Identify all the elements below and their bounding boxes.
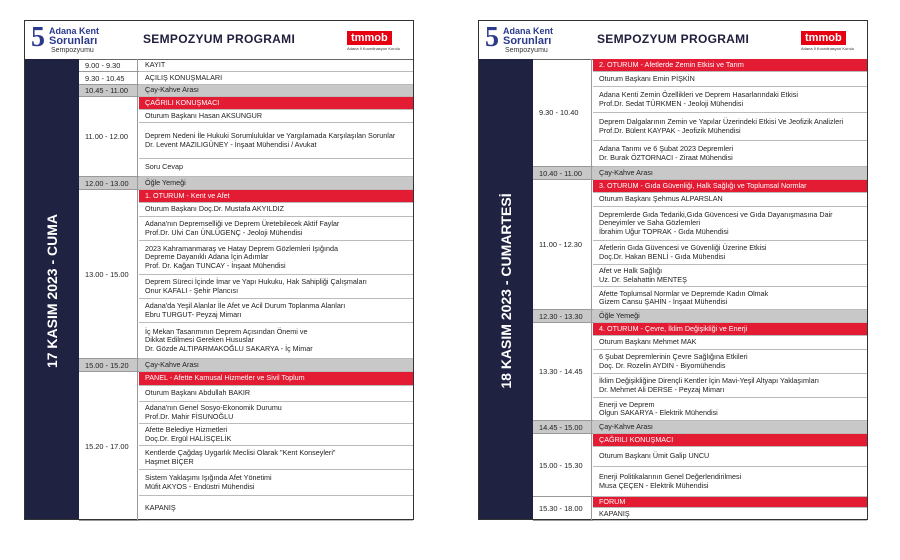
talk-item: 2023 Kahramanmaraş ve Hatay Deprem Gözlemleri Işığında Depreme Dayanıklı Adana İçin Adımlar Prof. Dr. Kağan TUNCAY - İnşaat Mühendisi bbox=[145, 244, 338, 270]
talk-item: Adana Tarımı ve 6 Şubat 2023 Depremleri Dr. Burak ÖZTORNACI - Ziraat Mühendisi bbox=[599, 144, 734, 162]
talk-item: Adana'nın Genel Sosyo-Ekonomik Durumu Prof.Dr. Mahir FİSUNOĞLU bbox=[145, 403, 282, 421]
schedule-row-break bbox=[79, 85, 413, 97]
time-slot: 9.30 - 10.45 bbox=[79, 72, 138, 84]
time-slot: 12.00 - 13.00 bbox=[79, 177, 138, 189]
schedule-row-break bbox=[533, 310, 867, 323]
tmmob-badge: tmmob bbox=[801, 31, 846, 45]
logo-line3: Sempozyumu bbox=[51, 47, 94, 54]
talk-item: 6 Şubat Depremlerinin Çevre Sağlığına Etkileri Doç. Dr. Rozelin AYDIN - Biyomühendis bbox=[599, 352, 748, 370]
talk-item: Afetlerin Gıda Güvencesi ve Güvenliği Üzerine Etkisi Doç.Dr. Hakan BENLİ - Gıda Mühendisi bbox=[599, 243, 767, 261]
time-slot: 10.45 - 11.00 bbox=[79, 85, 138, 96]
tmmob-badge: tmmob bbox=[347, 31, 392, 45]
time-slot: 12.30 - 13.30 bbox=[533, 310, 592, 322]
closing-item: KAPANIŞ bbox=[139, 496, 413, 521]
closing-item: KAPANIŞ bbox=[593, 508, 867, 521]
talk-item: Afette Belediye Hizmetleri Doç.Dr. Ergül HALİSÇELİK bbox=[145, 425, 232, 443]
day-sidebar bbox=[25, 59, 79, 519]
schedule-row bbox=[533, 180, 867, 310]
session-chair: Oturum Başkanı Hasan AKSUNGUR bbox=[139, 110, 413, 123]
talk-item: Afette Toplumsal Normlar ve Depremde Kadın Olmak Gizem Cansu ŞAHİN - İnşaat Mühendisi bbox=[599, 288, 769, 306]
break-item: Öğle Yemeği bbox=[593, 310, 867, 323]
time-slot: 15.20 - 17.00 bbox=[79, 372, 138, 520]
page-title: SEMPOZYUM PROGRAMI bbox=[597, 32, 750, 46]
session-item: AÇILIŞ KONUŞMALARI bbox=[139, 72, 413, 85]
tmmob-logo bbox=[801, 28, 861, 50]
break-item: Çay-Kahve Arası bbox=[593, 421, 867, 434]
talk-item: Adana'nın Depremselliği ve Deprem Üretebilecek Aktif Faylar Prof.Dr. Ulvi Can ÜNLÜGENÇ - Jeoloji Mühendisi bbox=[145, 219, 340, 237]
time-slot: 11.00 - 12.00 bbox=[79, 97, 138, 176]
schedule-row-break bbox=[79, 177, 413, 190]
schedule-row-break bbox=[533, 421, 867, 434]
session-heading: ÇAĞRILI KONUŞMACI bbox=[593, 434, 867, 447]
time-slot: 15.00 - 15.30 bbox=[533, 434, 592, 496]
program-page-day1 bbox=[24, 20, 414, 520]
logo-number: 5 bbox=[485, 22, 499, 53]
session-heading: 4. OTURUM - Çevre, İklim Değişikliği ve Enerji bbox=[593, 323, 867, 336]
talk-item: Soru Cevap bbox=[139, 159, 413, 177]
schedule-table bbox=[79, 59, 413, 519]
break-item: Çay-Kahve Arası bbox=[139, 85, 413, 97]
talk-item: İç Mekan Tasarımının Deprem Açısından Önemi ve Dikkat Edilmesi Gereken Hususlar Dr. Gözde ALTIPARMAKOĞLU SAKARYA - İç Mimar bbox=[145, 327, 313, 353]
talk-item: Adana'da Yeşil Alanlar İle Afet ve Acil Durum Toplanma Alanları Ebru TURGUT- Peyzaj Mimarı bbox=[145, 301, 346, 319]
session-chair: Oturum Başkanı Doç.Dr. Mustafa AKYILDIZ bbox=[139, 203, 413, 217]
session-heading: 3. OTURUM - Gıda Güvenliği, Halk Sağlığı ve Toplumsal Normlar bbox=[593, 180, 867, 193]
time-slot: 9.00 - 9.30 bbox=[79, 59, 138, 71]
tmmob-subtitle: Adana İl Koordinasyon Kurulu bbox=[347, 46, 400, 51]
talk-item: Deprem Dalgalarının Zemin ve Yapılar Üzerindeki Etkisi Ve Jeofizik Analizleri Prof.Dr. Bülent KAYPAK - Jeofizik Mühendisi bbox=[599, 117, 844, 135]
talk-item: Depremlerde Gıda Tedariki,Gıda Güvencesi ve Gıda Dayanışmasına Dair Deneyimler ve Saha Gözlemleri İbrahim Uğur TOPRAK - Gıda Mühendisi bbox=[599, 210, 833, 236]
talk-item: Deprem Nedeni İle Hukuki Sorumluluklar ve Yargılamada Karşılaşılan Sorunlar Dr. Levent MAZILIGÜNEY - İnşaat Mühendisi / Avukat bbox=[145, 131, 396, 149]
talk-item: Afet ve Halk Sağlığı Uz. Dr. Selahattin MENTEŞ bbox=[599, 266, 687, 284]
schedule-row-break bbox=[533, 167, 867, 180]
time-slot: 10.40 - 11.00 bbox=[533, 167, 592, 179]
break-item: Çay-Kahve Arası bbox=[139, 359, 413, 372]
talk-item: Kentlerde Çağdaş Uygarlık Meclisi Olarak "Kent Konseyleri" Haşmet BİÇER bbox=[145, 448, 336, 466]
tmmob-subtitle: Adana İl Koordinasyon Kurulu bbox=[801, 46, 854, 51]
session-heading: PANEL - Afette Kamusal Hizmetler ve Sivil Toplum bbox=[139, 372, 413, 386]
session-chair: Oturum Başkanı Mehmet MAK bbox=[593, 336, 867, 350]
logo-line3: Sempozyumu bbox=[505, 47, 548, 54]
schedule-row bbox=[79, 59, 413, 72]
break-item: Öğle Yemeği bbox=[139, 177, 413, 190]
symposium-logo bbox=[31, 24, 115, 54]
schedule-table bbox=[533, 59, 867, 519]
logo-number: 5 bbox=[31, 22, 45, 53]
time-slot: 15.00 - 15.20 bbox=[79, 359, 138, 371]
talk-item: Sistem Yaklaşımı Işığında Afet Yönetimi Müfit AKYOS - Endüstri Mühendisi bbox=[145, 473, 272, 491]
session-heading: 2. OTURUM - Afetlerde Zemin Etkisi ve Tarım bbox=[593, 59, 867, 72]
talk-item: Adana Kenti Zemin Özellikleri ve Deprem Hasarlarındaki Etkisi Prof.Dr. Sedat TÜRKMEN - Jeoloji Mühendisi bbox=[599, 90, 798, 108]
schedule-row bbox=[79, 97, 413, 177]
session-chair: Oturum Başkanı Abdullah BAKIR bbox=[139, 386, 413, 402]
schedule-row-break bbox=[79, 359, 413, 372]
logo-line1: Adana Kent bbox=[503, 26, 554, 36]
time-slot: 13.30 - 14.45 bbox=[533, 323, 592, 420]
session-heading: 1. OTURUM - Kent ve Afet bbox=[139, 190, 413, 203]
logo-line1: Adana Kent bbox=[49, 26, 100, 36]
schedule-row bbox=[533, 59, 867, 167]
session-chair: Oturum Başkanı Şehmus ALPARSLAN bbox=[593, 193, 867, 207]
schedule-row bbox=[533, 497, 867, 521]
talk-item: Enerji ve Deprem Olgun SAKARYA - Elektrik Mühendisi bbox=[599, 399, 718, 417]
day-label: 18 KASIM 2023 - CUMARTESİ bbox=[498, 193, 514, 389]
time-slot: 11.00 - 12.30 bbox=[533, 180, 592, 309]
time-slot: 9.30 - 10.40 bbox=[533, 59, 592, 166]
schedule-row bbox=[533, 323, 867, 421]
break-item: Çay-Kahve Arası bbox=[593, 167, 867, 180]
schedule-row bbox=[79, 372, 413, 521]
talk-item: Deprem Süreci İçinde İmar ve Yapı Hukuku, Hak Sahipliği Çalışmaları Onur KAFALI - Şehir Plancısı bbox=[145, 277, 367, 295]
page-header bbox=[479, 21, 867, 60]
schedule-row bbox=[533, 434, 867, 497]
page-title: SEMPOZYUM PROGRAMI bbox=[143, 32, 296, 46]
talk-item: İklim Değişikliğine Dirençli Kentler İçin Mavi-Yeşil Altyapı Yaklaşımları Dr. Mehmet Ali DERSE - Peyzaj Mimarı bbox=[599, 376, 819, 394]
tmmob-logo bbox=[347, 28, 407, 50]
session-item: KAYIT bbox=[139, 59, 413, 72]
time-slot: 14.45 - 15.00 bbox=[533, 421, 592, 433]
program-page-day2 bbox=[478, 20, 868, 520]
time-slot: 13.00 - 15.00 bbox=[79, 190, 138, 358]
day-sidebar bbox=[479, 59, 533, 519]
session-heading: ÇAĞRILI KONUŞMACI bbox=[139, 97, 413, 110]
schedule-row bbox=[79, 72, 413, 85]
talk-item: Enerji Politikalarının Genel Değerlendirilmesi Musa ÇEÇEN - Elektrik Mühendisi bbox=[599, 472, 742, 490]
logo-line2: Sorunları bbox=[49, 35, 98, 47]
day-label: 17 KASIM 2023 - CUMA bbox=[44, 213, 60, 369]
session-chair: Oturum Başkanı Ümit Galip UNCU bbox=[593, 447, 867, 467]
session-chair: Oturum Başkanı Emin PİŞKİN bbox=[593, 72, 867, 87]
logo-line2: Sorunları bbox=[503, 35, 552, 47]
time-slot: 15.30 - 18.00 bbox=[533, 497, 592, 520]
page-header bbox=[25, 21, 413, 60]
symposium-logo bbox=[485, 24, 569, 54]
forum-heading: FORUM bbox=[593, 497, 867, 508]
schedule-row bbox=[79, 190, 413, 359]
